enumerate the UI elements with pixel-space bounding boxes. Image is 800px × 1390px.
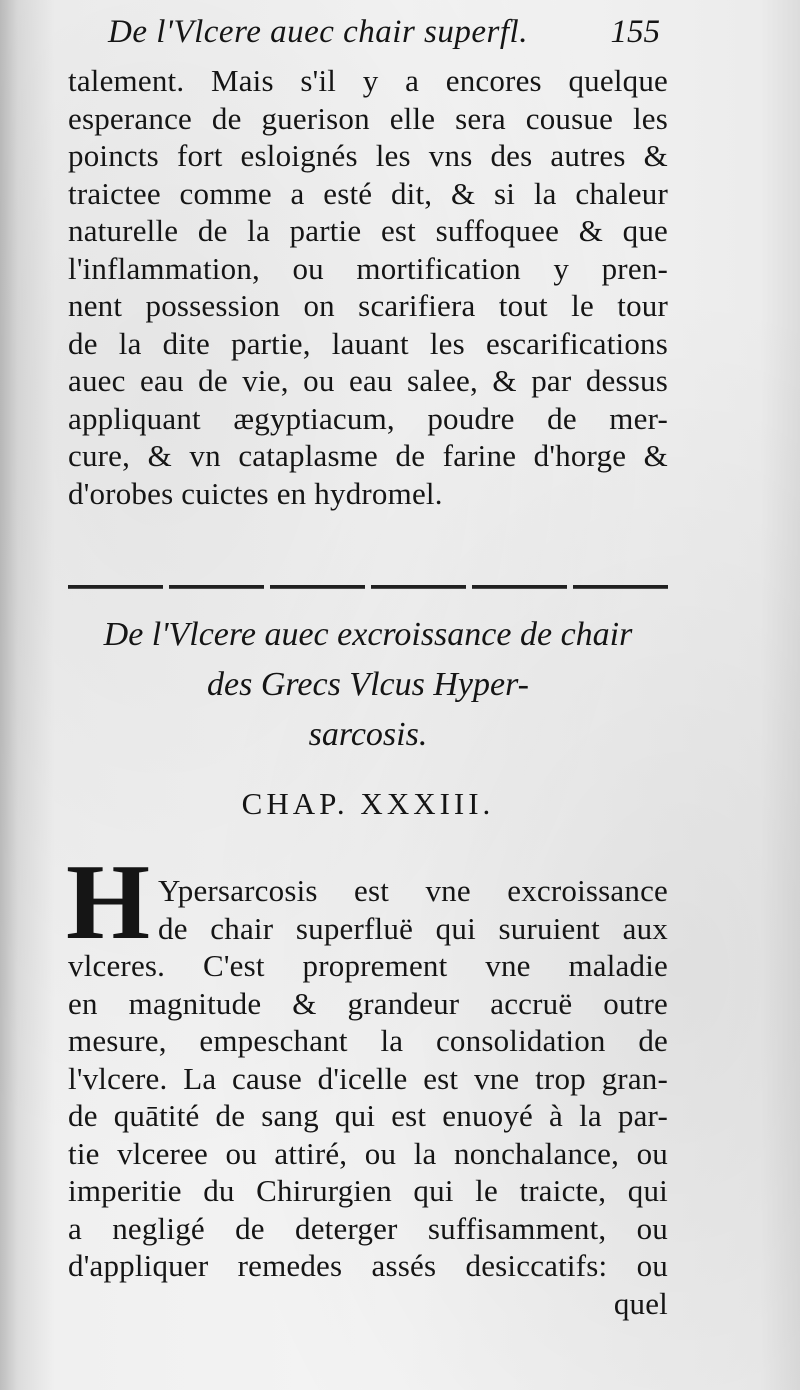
text-line: de la dite partie, lauant les escarifications: [68, 325, 668, 361]
text-line: vlceres. C'est proprement vne maladie: [68, 948, 668, 983]
text-line: en magnitude & grandeur accruë outre: [68, 985, 668, 1021]
running-head: [60, 14, 660, 58]
text-line: mesure, empeschant la consolidation de: [68, 1023, 668, 1058]
text-line: naturelle de la partie est suffoquee & que: [68, 213, 668, 248]
text-line: de quātité de sang qui est enuoyé à la par-: [68, 1098, 668, 1133]
chapter-heading: [68, 610, 668, 760]
text-line: nent possession on scarifiera tout le tour: [68, 288, 668, 323]
chapter-heading-line: des Grecs Vlcus Hyper-: [207, 666, 529, 703]
text-line: de chair superfluë qui suruient aux: [158, 910, 668, 946]
text-line: imperitie du Chirurgien qui le traicte, qui: [68, 1173, 668, 1208]
text-line: cure, & vn cataplasme de farine d'horge &: [68, 438, 668, 473]
page-number: 155: [610, 14, 660, 50]
chapter-heading-line: sarcosis.: [308, 716, 428, 753]
text-line: esperance de guerison elle sera cousue les: [68, 100, 668, 136]
text-line: d'appliquer remedes assés desiccatifs: ou: [68, 1248, 668, 1283]
top-paragraph: [68, 62, 668, 512]
catchword: quel: [613, 1285, 668, 1321]
drop-cap: H: [66, 843, 151, 962]
text-line: Ypersarcosis est vne excroissance: [158, 873, 668, 908]
text-line: l'vlcere. La cause d'icelle est vne trop gran-: [68, 1060, 668, 1096]
chapter-number: CHAP. XXXIII.: [241, 786, 495, 821]
text-line: l'inflammation, ou mortification y pren-: [68, 250, 668, 286]
text-line: a negligé de deterger suffisamment, ou: [68, 1210, 668, 1246]
section-divider: [68, 584, 668, 590]
body-paragraph: [68, 872, 668, 1322]
running-title: De l'Vlcere auec chair superfl.: [108, 14, 528, 50]
text-line: auec eau de vie, ou eau salee, & par dessus: [68, 363, 668, 398]
text-line: talement. Mais s'il y a encores quelque: [68, 63, 668, 98]
text-line: traictee comme a esté dit, & si la chaleur: [68, 175, 668, 211]
text-line: appliquant ægyptiacum, poudre de mer-: [68, 400, 668, 436]
text-line: poincts fort esloignés les vns des autres &: [68, 138, 668, 173]
chapter-heading-line: De l'Vlcere auec excroissance de chair: [103, 616, 633, 653]
text-line: d'orobes cuictes en hydromel.: [68, 475, 443, 511]
text-line: tie vlceree ou attiré, ou la nonchalance, ou: [68, 1135, 668, 1171]
